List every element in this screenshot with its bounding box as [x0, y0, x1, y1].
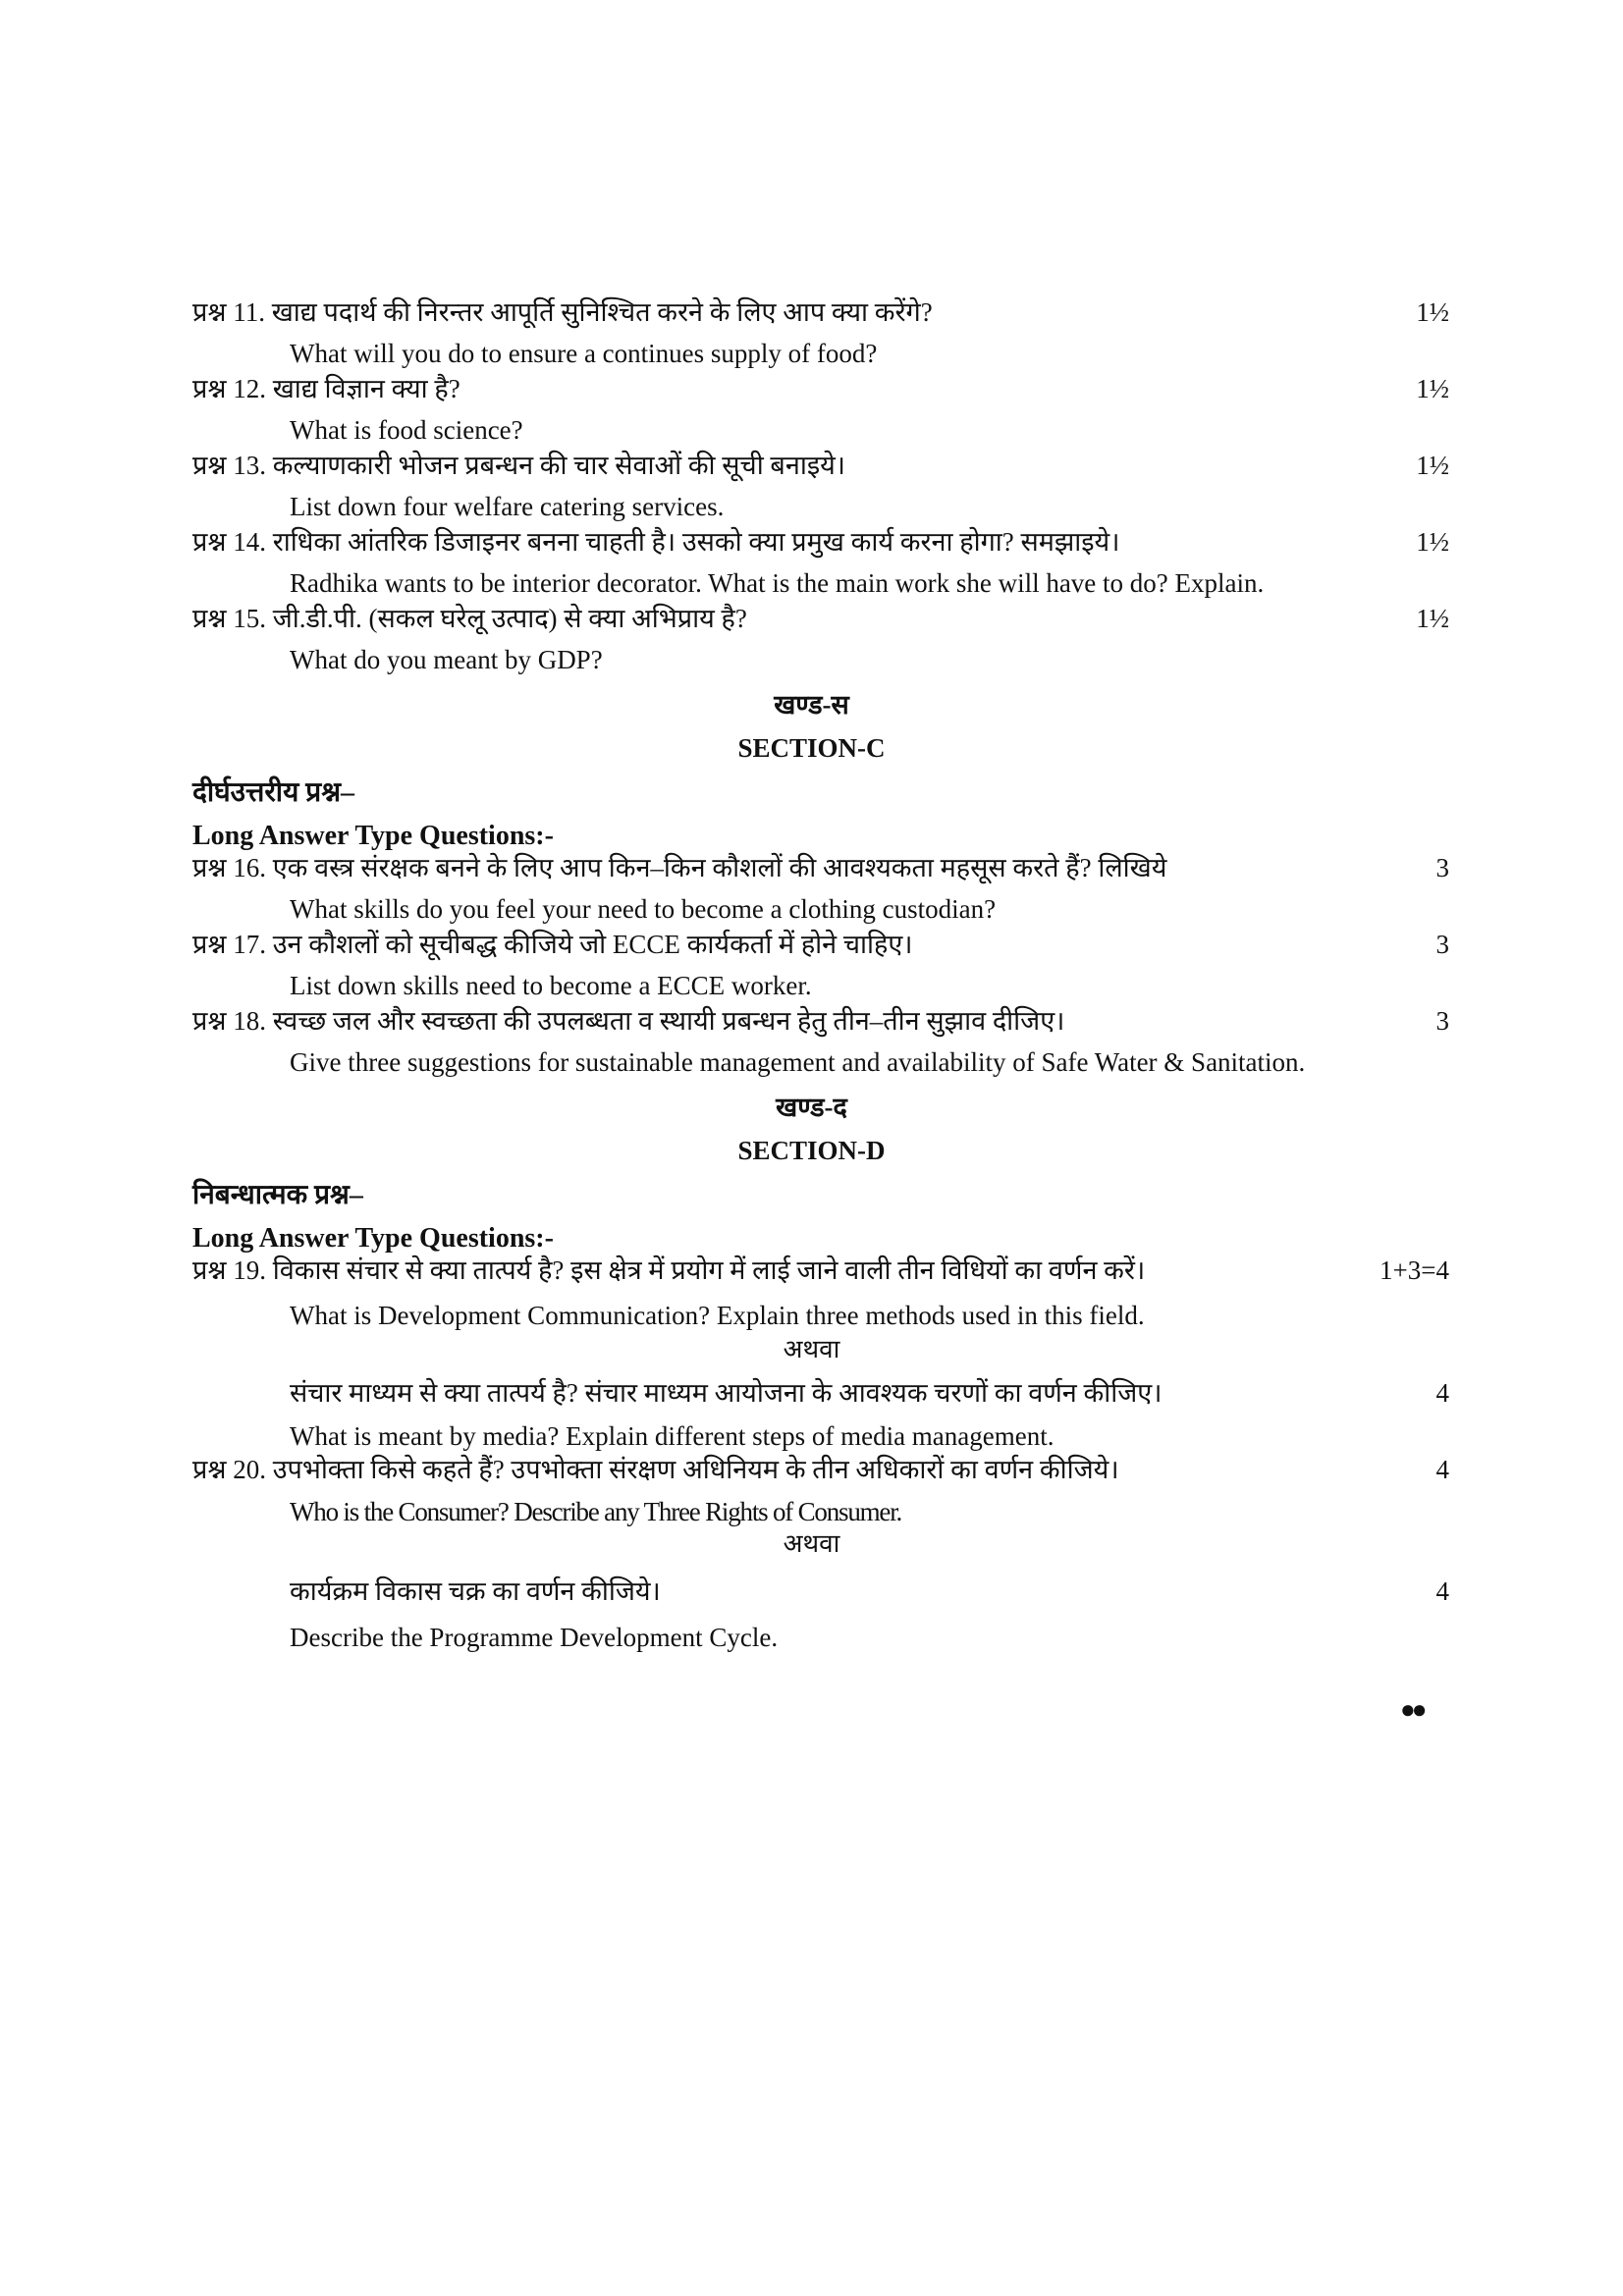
question-19 [192, 1250, 1449, 1291]
question-17-marks: 3 [1435, 930, 1449, 959]
question-14 [192, 521, 1449, 562]
question-20-alt-text: कार्यक्रम विकास चक्र का वर्णन कीजिये। [290, 1576, 661, 1606]
question-20 [192, 1449, 1449, 1490]
question-13-english: List down four welfare catering services. [290, 492, 725, 521]
question-13-marks: 1½ [1416, 451, 1449, 480]
question-16-marks: 3 [1435, 853, 1449, 882]
question-17 [192, 924, 1449, 965]
question-12-english: What is food science? [290, 415, 523, 445]
question-12 [192, 368, 1449, 409]
question-19-text: प्रश्न 19. विकास संचार से क्या तात्पर्य है? इस क्षेत्र में प्रयोग में लाई जाने वाली तीन विधियों का वर्णन करें। [192, 1255, 1146, 1285]
question-15 [192, 598, 1449, 639]
question-18-text: प्रश्न 18. स्वच्छ जल और स्वच्छता की उपलब्धता व स्थायी प्रबन्धन हेतु तीन–तीन सुझाव दीजिए। [192, 1006, 1065, 1036]
question-20-alt-marks: 4 [1435, 1576, 1449, 1606]
question-13 [192, 445, 1449, 486]
question-19-alt-english: What is meant by media? Explain different steps of media management. [290, 1421, 1055, 1451]
question-16-text: प्रश्न 16. एक वस्त्र संरक्षक बनने के लिए आप किन–किन कौशलों की आवश्यकता महसूस करते हैं? लिखिये [192, 853, 1167, 882]
question-14-english: Radhika wants to be interior decorator. What is the main work she will have to do? Explain. [290, 568, 1265, 598]
question-14-marks: 1½ [1416, 527, 1449, 557]
question-20-text: प्रश्न 20. उपभोक्ता किसे कहते हैं? उपभोक्ता संरक्षण अधिनियम के तीन अधिकारों का वर्णन कीजिये। [192, 1455, 1119, 1484]
section-c-subtitle: Long Answer Type Questions:- [192, 821, 554, 851]
section-c-subtitle-hindi: दीर्घउत्तरीय प्रश्न– [192, 777, 355, 808]
end-of-paper-mark: ●● [1400, 1695, 1424, 1724]
question-11-marks: 1½ [1416, 297, 1449, 327]
question-12-text: प्रश्न 12. खाद्य विज्ञान क्या है? [192, 374, 460, 403]
question-20-or: अथवा [783, 1529, 840, 1558]
question-19-or: अथवा [783, 1335, 840, 1363]
question-20-marks: 4 [1435, 1455, 1449, 1484]
question-17-text: प्रश्न 17. उन कौशलों को सूचीबद्ध कीजिये जो ECCE कार्यकर्ता में होने चाहिए। [192, 930, 913, 959]
section-d-title: SECTION-D [737, 1136, 886, 1165]
question-18-marks: 3 [1435, 1006, 1449, 1036]
question-19-marks: 1+3=4 [1380, 1255, 1449, 1285]
section-c-title: SECTION-C [737, 733, 886, 763]
section-d-subtitle-hindi: निबन्धात्मक प्रश्न– [192, 1180, 363, 1210]
question-20-alternative [290, 1571, 1449, 1612]
question-19-alt-marks: 4 [1435, 1378, 1449, 1408]
question-11 [192, 292, 1449, 333]
question-16-english: What skills do you feel your need to become a clothing custodian? [290, 894, 997, 924]
question-16 [192, 847, 1449, 888]
question-17-english: List down skills need to become a ECCE worker. [290, 971, 812, 1000]
section-d-subtitle: Long Answer Type Questions:- [192, 1223, 554, 1254]
question-19-english: What is Development Communication? Explain three methods used in this field. [290, 1301, 1145, 1330]
question-13-text: प्रश्न 13. कल्याणकारी भोजन प्रबन्धन की चार सेवाओं की सूची बनाइये। [192, 451, 845, 480]
section-c-title-hindi: खण्ड-स [774, 690, 849, 720]
question-18 [192, 1000, 1449, 1041]
question-12-marks: 1½ [1416, 374, 1449, 403]
question-14-text: प्रश्न 14. राधिका आंतरिक डिजाइनर बनना चाहती है। उसको क्या प्रमुख कार्य करना होगा? समझाइये। [192, 527, 1120, 557]
question-15-marks: 1½ [1416, 604, 1449, 633]
question-11-text: प्रश्न 11. खाद्य पदार्थ की निरन्तर आपूर्ति सुनिश्चित करने के लिए आप क्या करेंगे? [192, 297, 933, 327]
question-11-english: What will you do to ensure a continues supply of food? [290, 339, 878, 368]
question-19-alt-text: संचार माध्यम से क्या तात्पर्य है? संचार माध्यम आयोजना के आवश्यक चरणों का वर्णन कीजिए। [290, 1378, 1163, 1408]
question-18-english: Give three suggestions for sustainable management and availability of Safe Water & Sanitation. [290, 1047, 1306, 1077]
question-15-text: प्रश्न 15. जी.डी.पी. (सकल घरेलू उत्पाद) से क्या अभिप्राय है? [192, 604, 747, 633]
section-d-title-hindi: खण्ड-द [776, 1093, 847, 1122]
question-20-english: Who is the Consumer? Describe any Three Rights of Consumer. [290, 1497, 902, 1526]
question-20-alt-english: Describe the Programme Development Cycle. [290, 1623, 779, 1652]
question-15-english: What do you meant by GDP? [290, 645, 603, 674]
question-19-alternative [290, 1372, 1449, 1414]
